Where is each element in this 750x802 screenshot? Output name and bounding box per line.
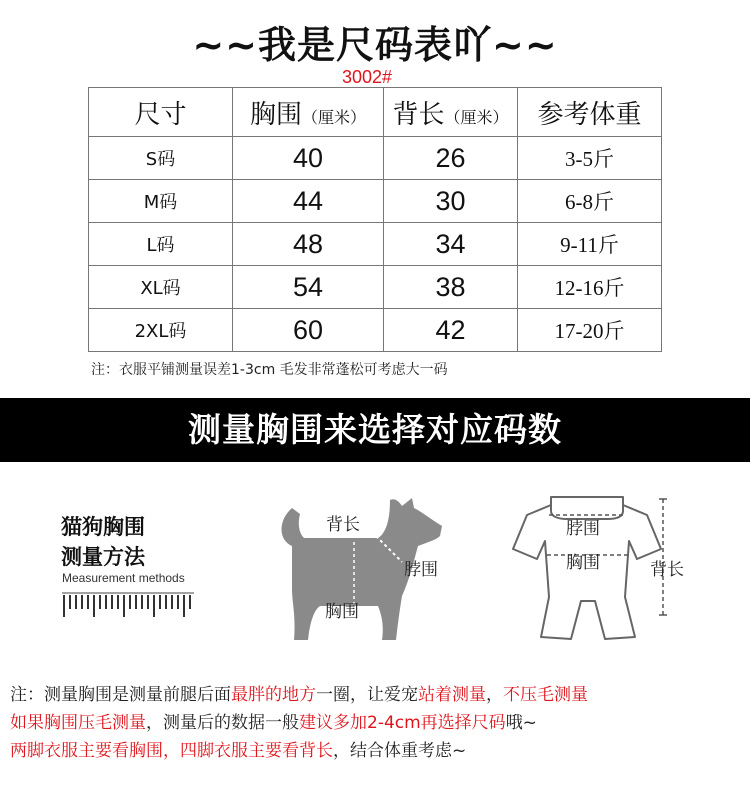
cell-chest: 48 — [233, 223, 384, 266]
cell-weight: 17-20斤 — [518, 309, 662, 352]
method-title-line1: 猫狗胸围 — [61, 515, 145, 539]
product-code: 3002# — [342, 67, 393, 87]
page-title: ~~我是尺码表吖~~ — [192, 23, 558, 67]
note-line-1: 注：测量胸围是测量前腿后面最胖的地方一圈，让爱宠站着测量，不压毛测量 — [10, 685, 588, 705]
ruler-icon — [62, 591, 197, 621]
header-back-length: 背长（厘米） — [384, 88, 518, 137]
table-note: 注：衣服平铺测量误差1-3cm 毛发非常蓬松可考虑大一码 — [91, 362, 448, 378]
note-line-3: 两脚衣服主要看胸围，四脚衣服主要看背长，结合体重考虑~ — [10, 741, 467, 761]
shirt-label-chest: 胸围 — [566, 553, 600, 573]
header-weight: 参考体重 — [518, 88, 662, 137]
cell-size: S码 — [89, 137, 233, 180]
cell-chest: 44 — [233, 180, 384, 223]
table-row — [89, 137, 662, 180]
table-row — [89, 223, 662, 266]
header-size: 尺寸 — [89, 88, 233, 137]
cell-weight: 6-8斤 — [518, 180, 662, 223]
cell-back: 26 — [384, 137, 518, 180]
cell-size: XL码 — [89, 266, 233, 309]
table-row — [89, 266, 662, 309]
note-line-2: 如果胸围压毛测量，测量后的数据一般建议多加2-4cm再选择尺码哦~ — [10, 713, 537, 733]
method-title-line2: 测量方法 — [61, 545, 145, 569]
cell-size: 2XL码 — [89, 309, 233, 352]
cell-chest: 60 — [233, 309, 384, 352]
measurement-note — [10, 681, 745, 765]
dog-label-chest: 胸围 — [325, 602, 359, 622]
method-subtitle: Measurement methods — [62, 571, 185, 585]
cell-weight: 3-5斤 — [518, 137, 662, 180]
table-header-row — [89, 88, 662, 137]
cell-chest: 40 — [233, 137, 384, 180]
cell-weight: 12-16斤 — [518, 266, 662, 309]
cell-back: 34 — [384, 223, 518, 266]
shirt-label-neck: 脖围 — [566, 519, 600, 539]
cell-back: 42 — [384, 309, 518, 352]
table-row — [89, 180, 662, 223]
shirt-label-back: 背长 — [650, 560, 684, 580]
header-chest: 胸围（厘米） — [233, 88, 384, 137]
method-title — [61, 512, 145, 572]
cell-chest: 54 — [233, 266, 384, 309]
table-row — [89, 309, 662, 352]
cell-size: L码 — [89, 223, 233, 266]
dog-label-back: 背长 — [326, 515, 360, 535]
cell-back: 30 — [384, 180, 518, 223]
size-table — [88, 87, 662, 352]
banner: 测量胸围来选择对应码数 — [0, 398, 750, 462]
cell-size: M码 — [89, 180, 233, 223]
cell-back: 38 — [384, 266, 518, 309]
dog-label-neck: 脖围 — [404, 560, 438, 580]
cell-weight: 9-11斤 — [518, 223, 662, 266]
